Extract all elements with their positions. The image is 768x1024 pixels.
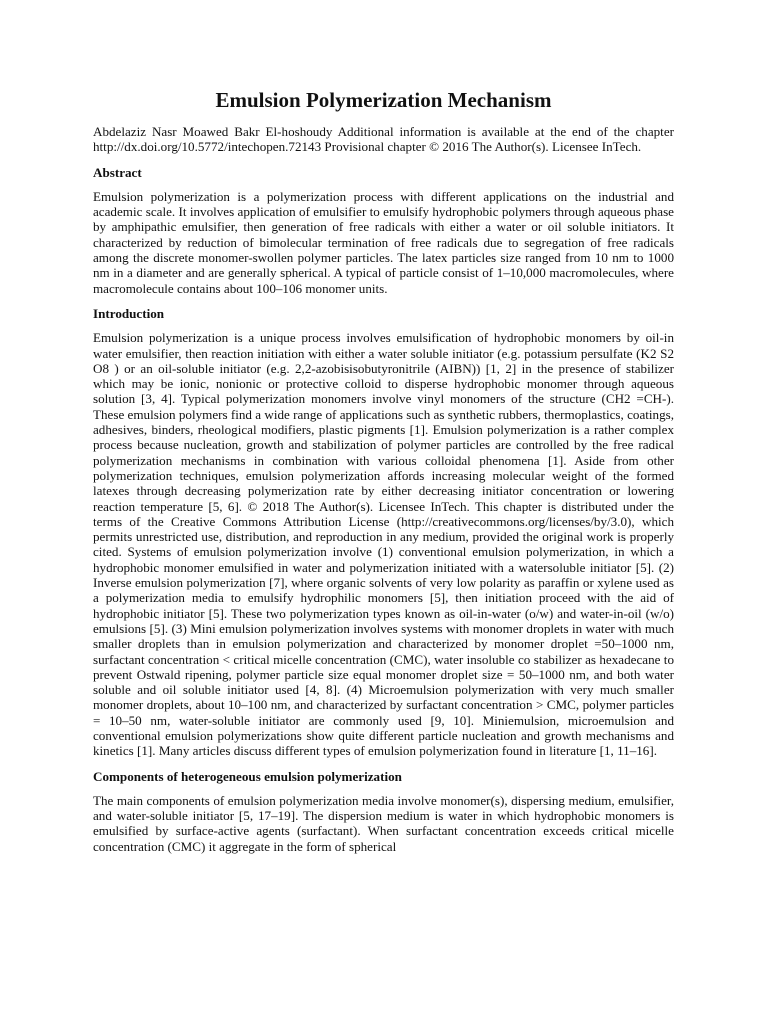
- components-text: The main components of emulsion polymerization media involve monomer(s), dispersing medium, emulsifier, and water-soluble initiator [5, 17–19]. The dispersion medium is water in which hydrophobic monomers is emulsified by surface-active agents (surfactant). When surfactant concentration exceeds critical micelle concentration (CMC) it aggregate in the form of spherical: [93, 792, 674, 854]
- author-info: Abdelaziz Nasr Moawed Bakr El-hoshoudy Additional information is available at the end of the chapter http://dx.doi.org/10.5772/intechopen.72143 Provisional chapter © 2016 The Author(s). Licensee InTech.: [93, 124, 674, 155]
- introduction-text: Emulsion polymerization is a unique process involves emulsification of hydrophobic monomers by oil-in water emulsifier, then reaction initiation with either a water soluble initiator (e.g. potassium persulfate (K2 S2 O8 ) or an oil-soluble initiator (e.g. 2,2-azobisisobutyronitrile (AIBN)) [1, 2] in the presence of stabilizer which may be ionic, nonionic or protective colloid to disperse hydrophobic monomer through aqueous solution [3, 4]. Typical polymerization monomers involve vinyl monomers of the structure (CH2 =CH-). These emulsion polymers find a wide range of applications such as synthetic rubbers, thermoplastics, coatings, adhesives, binders, rheological modifiers, plastic pigments [1]. Emulsion polymerization is a rather complex process because nucleation, growth and stabilization of polymer particles are controlled by the free radical polymerization mechanisms in combination with various colloidal phenomena [1]. Aside from other polymerization techniques, emulsion polymerization affords increasing molecular weight of the formed latexes through decreasing polymerization rate by either decreasing initiator concentration or lowering reaction temperature [5, 6]. © 2018 The Author(s). Licensee InTech. This chapter is distributed under the terms of the Creative Commons Attribution License (http://creativecommons.org/licenses/by/3.0), which permits unrestricted use, distribution, and reproduction in any medium, provided the original work is properly cited. Systems of emulsion polymerization involve (1) conventional emulsion polymerization, in which a hydrophobic monomer emulsified in water and polymerization initiated with a watersoluble initiator [5]. (2) Inverse emulsion polymerization [7], where organic solvents of very low polarity as paraffin or xylene used as a polymerization media to emulsify hydrophilic monomers [5], then initiation proceed with the aid of hydrophobic initiator [5]. These two polymerization types known as oil-in-water (o/w) and water-in-oil (w/o) emulsions [5]. (3) Mini emulsion polymerization involves systems with monomer droplets in water with much smaller droplets than in emulsion polymerization and characterized by monomer droplet =50–1000 nm, surfactant concentration < critical micelle concentration (CMC), water insoluble co stabilizer as hexadecane to prevent Ostwald ripening, polymer particle size equal monomer droplet size = 50–1000 nm, and both water soluble and oil soluble initiator used [4, 8]. (4) Microemulsion polymerization with very much smaller monomer droplets, about 10–100 nm, and characterized by surfactant concentration > CMC, polymer particles = 10–50 nm, water-soluble initiator are commonly used [9, 10]. Miniemulsion, microemulsion and conventional emulsion polymerizations show quite different particle nucleation and growth mechanisms and kinetics [1]. Many articles discuss different types of emulsion polymerization found in literature [1, 11–16].: [93, 330, 674, 759]
- components-section: [93, 769, 674, 854]
- abstract-heading: Abstract: [93, 164, 142, 180]
- document-page: [93, 86, 674, 864]
- abstract-section: [93, 165, 674, 296]
- document-title: Emulsion Polymerization Mechanism: [215, 88, 552, 112]
- components-heading: Components of heterogeneous emulsion polymerization: [93, 768, 402, 784]
- introduction-heading: Introduction: [93, 305, 165, 321]
- introduction-section: [93, 306, 674, 759]
- abstract-text: Emulsion polymerization is a polymerization process with different applications on the industrial and academic scale. It involves application of emulsifier to emulsify hydrophobic polymers through aqueous phase by amphipathic emulsifier, then generation of free radicals with either a water or oil soluble initiators. It characterized by reduction of bimolecular termination of free radicals due to segregation of free radicals among the discrete monomer-swollen polymer particles. The latex particles size ranged from 10 nm to 1000 nm in a diameter and are generally spherical. A typical of particle consist of 1–10,000 macromolecules, where macromolecule contains about 100–106 monomer units.: [93, 188, 674, 296]
